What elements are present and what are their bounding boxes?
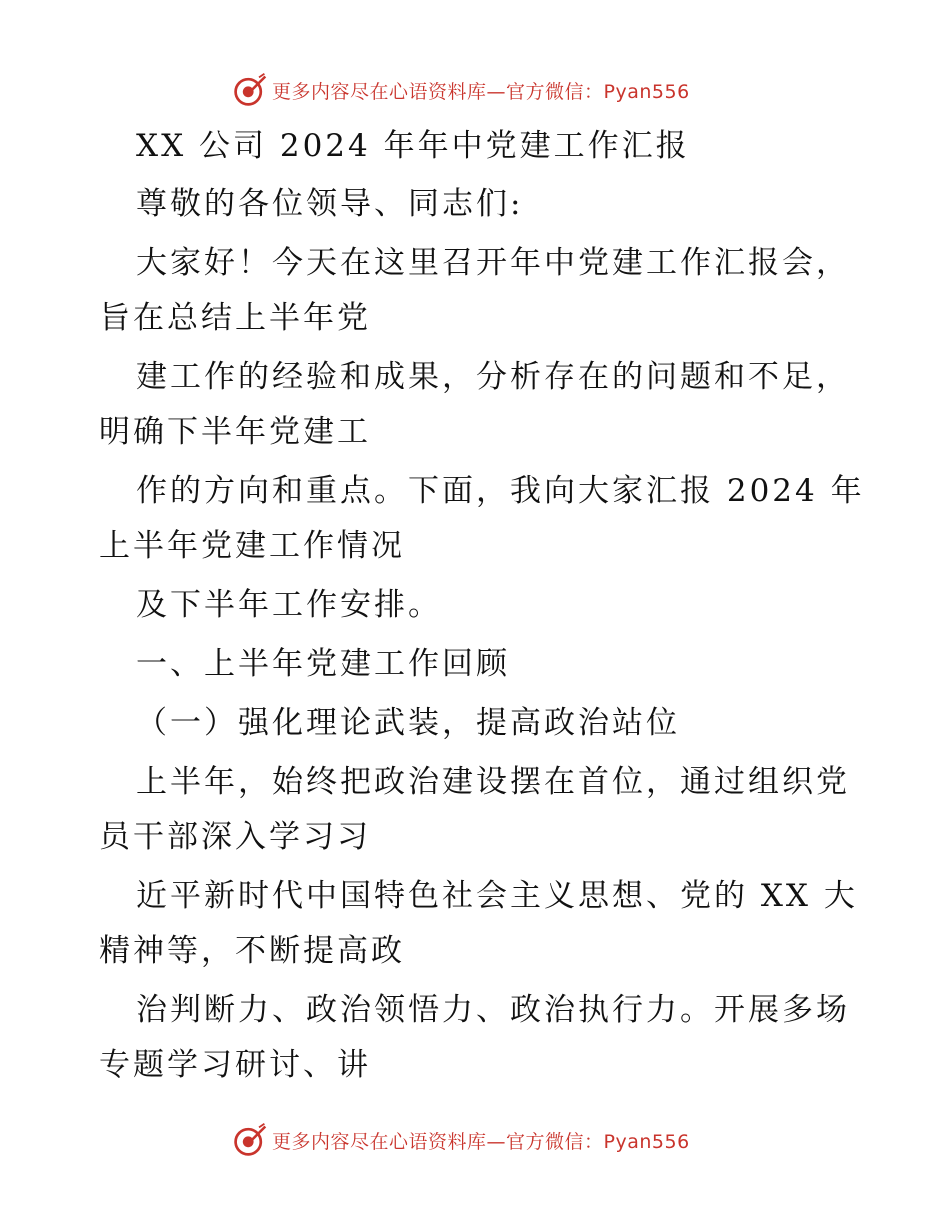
paragraph-line: 精神等，不断提高政 <box>99 933 405 969</box>
watermark-text <box>272 77 690 104</box>
paragraph-line: 专题学习研讨、讲 <box>99 1047 371 1083</box>
paragraph-line: 明确下半年党建工 <box>99 414 371 450</box>
watermark-wechat-id: Pyan556 <box>603 1130 690 1153</box>
paragraph-line: 作的方向和重点。下面，我向大家汇报 2024 年 <box>136 473 865 509</box>
section-heading: 一、上半年党建工作回顾 <box>136 646 510 682</box>
paragraph-line: 近平新时代中国特色社会主义思想、党的 XX 大 <box>136 878 858 914</box>
watermark-text <box>272 1127 690 1154</box>
paragraph-line: 上半年党建工作情况 <box>99 528 405 564</box>
paragraph-line: 治判断力、政治领悟力、政治执行力。开展多场 <box>136 992 850 1028</box>
paragraph-line: 大家好！今天在这里召开年中党建工作汇报会， <box>136 245 850 281</box>
paragraph-line: 尊敬的各位领导、同志们: <box>136 186 524 222</box>
paragraph-line: 及下半年工作安排。 <box>136 587 442 623</box>
watermark-separator: — <box>486 1130 507 1153</box>
subsection-heading: （一）强化理论武装，提高政治站位 <box>136 705 680 741</box>
watermark-site: 更多内容尽在心语资料库 <box>272 80 487 103</box>
quill-logo-icon <box>232 72 268 108</box>
watermark-banner-top <box>232 70 690 110</box>
paragraph-line: 建工作的经验和成果，分析存在的问题和不足， <box>136 359 850 395</box>
quill-logo-icon <box>232 1122 268 1158</box>
watermark-wechat-id: Pyan556 <box>603 80 690 103</box>
watermark-separator: — <box>486 80 507 103</box>
paragraph-line: 员干部深入学习习 <box>99 819 371 855</box>
watermark-wechat-label: 官方微信： <box>506 80 604 103</box>
paragraph-line: 上半年，始终把政治建设摆在首位，通过组织党 <box>136 764 850 800</box>
watermark-wechat-label: 官方微信： <box>506 1130 604 1153</box>
paragraph-line: 旨在总结上半年党 <box>99 300 371 336</box>
watermark-banner-bottom <box>232 1120 690 1160</box>
document-title: XX 公司 2024 年年中党建工作汇报 <box>136 128 690 164</box>
watermark-site: 更多内容尽在心语资料库 <box>272 1130 487 1153</box>
